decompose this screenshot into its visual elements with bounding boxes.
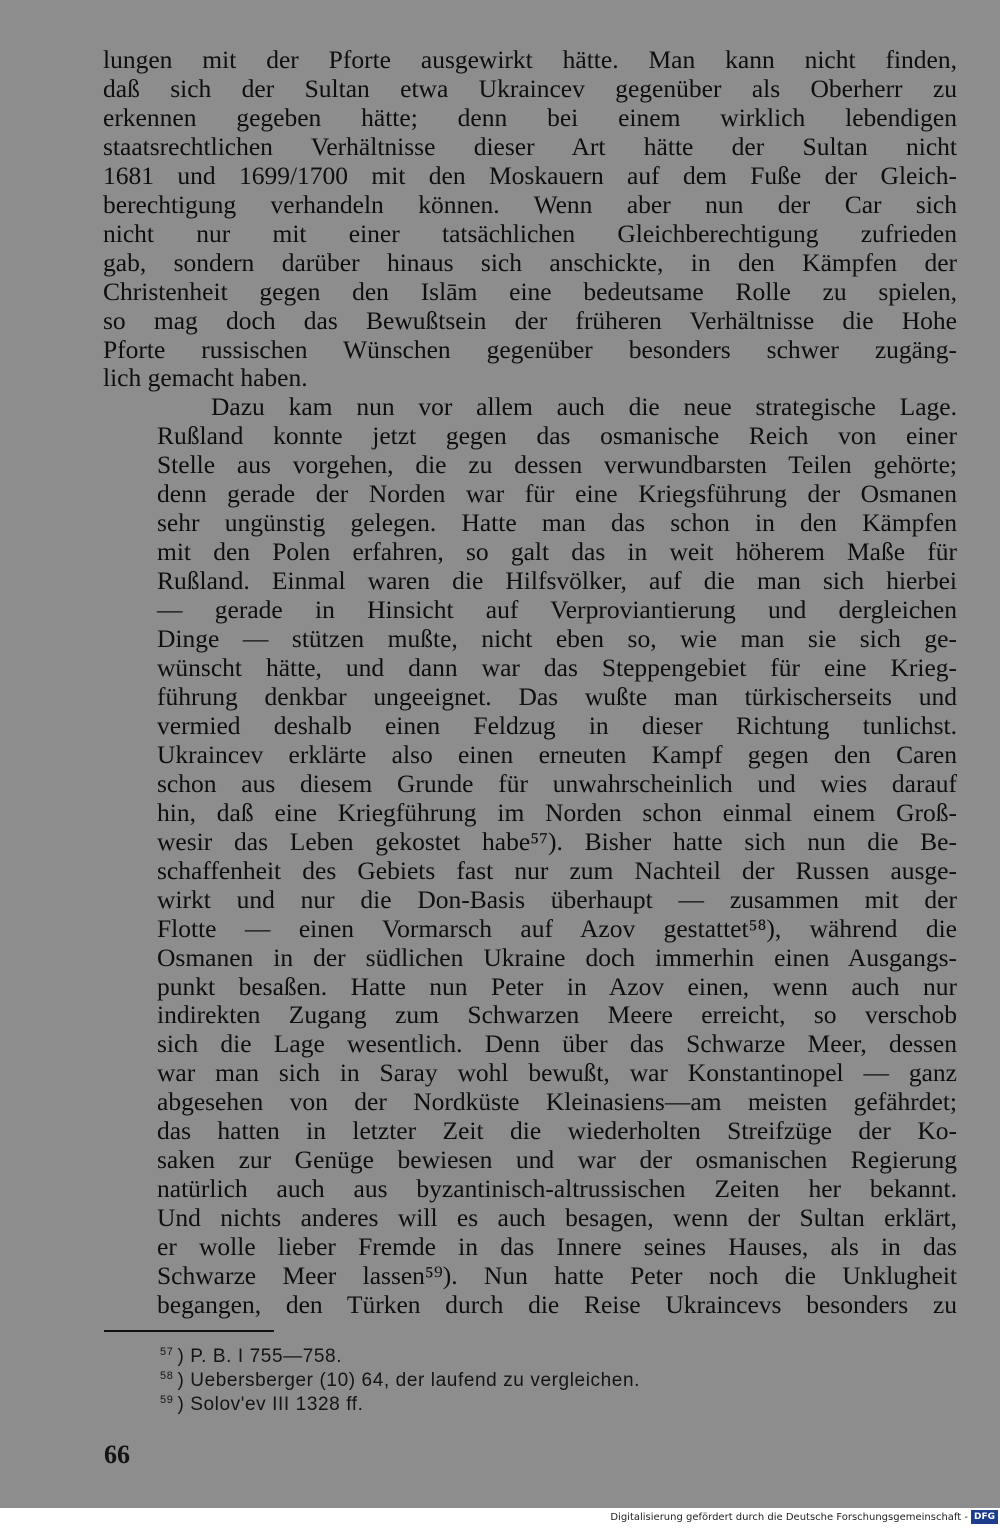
page-number: 66: [104, 1440, 130, 1469]
text-line: 1681 und 1699/1700 mit den Moskauern auf dem Fuße der Gleich-: [103, 160, 957, 190]
text-line: natürlich auch aus byzantinisch-altrussischen Zeiten her bekannt.: [157, 1174, 957, 1204]
text-line: Dazu kam nun vor allem auch die neue strategische Lage.: [211, 392, 957, 422]
text-line: Und nichts anderes will es auch besagen, wenn der Sultan erklärt,: [157, 1203, 957, 1233]
text-line: schaffenheit des Gebiets fast nur zum Nachteil der Russen ausge-: [157, 855, 957, 885]
text-line: sehr ungünstig gelegen. Hatte man das schon in den Kämpfen: [157, 508, 957, 538]
text-line: lungen mit der Pforte ausgewirkt hätte. Man kann nicht finden,: [103, 45, 957, 74]
text-line: wesir das Leben gekostet habe⁵⁷). Bisher hatte sich nun die Be-: [157, 826, 957, 856]
text-line: daß sich der Sultan etwa Ukraincev gegenüber als Oberherr zu: [103, 73, 957, 103]
text-line: vermied deshalb einen Feldzug in dieser Richtung tunlichst.: [157, 710, 957, 740]
text-line: — gerade in Hinsicht auf Verproviantierung und dergleichen: [157, 595, 957, 625]
text-line: gab, sondern darüber hinaus sich anschickte, in den Kämpfen der: [103, 247, 957, 277]
text-line: das hatten in letzter Zeit die wiederholten Streifzüge der Ko-: [157, 1116, 957, 1146]
footnote-text: ) P. B. I 755—758.: [177, 1346, 343, 1367]
footnote-58: [160, 1369, 880, 1393]
footnote-59: [160, 1393, 880, 1417]
text-line: Christenheit gegen den Islām eine bedeutsame Rolle zu spielen,: [103, 276, 957, 306]
text-line: Schwarze Meer lassen⁵⁹). Nun hatte Peter noch die Unklugheit: [157, 1261, 957, 1291]
text-line: punkt besaßen. Hatte nun Peter in Azov einen, wenn auch nur: [157, 971, 957, 1001]
text-line: staatsrechtlichen Verhältnisse dieser Art hätte der Sultan nicht: [103, 131, 957, 161]
dfg-logo-icon: DFG: [971, 1510, 998, 1524]
text-line: berechtigung verhandeln können. Wenn aber nun der Car sich: [103, 189, 957, 219]
text-line: Stelle aus vorgehen, die zu dessen verwundbarsten Teilen gehörte;: [157, 450, 957, 480]
text-line: nicht nur mit einer tatsächlichen Gleichberechtigung zufrieden: [103, 218, 957, 248]
text-line: denn gerade der Norden war für eine Kriegsführung der Osmanen: [157, 479, 957, 509]
text-line: Rußland konnte jetzt gegen das osmanische Reich von einer: [157, 421, 957, 451]
text-line: so mag doch das Bewußtsein der früheren Verhältnisse die Hohe: [103, 305, 957, 335]
footnote-mark: 59: [160, 1393, 174, 1406]
text-line: Rußland. Einmal waren die Hilfsvölker, auf die man sich hierbei: [157, 566, 957, 596]
digitization-credit: [610, 1510, 998, 1524]
text-line: Flotte — einen Vormarsch auf Azov gestattet⁵⁸), während die: [157, 913, 957, 943]
text-line: lich gemacht haben.: [103, 363, 308, 393]
text-line: begangen, den Türken durch die Reise Ukraincevs besonders zu: [157, 1289, 957, 1319]
text-line: wirkt und nur die Don-Basis überhaupt — zusammen mit der: [157, 884, 957, 914]
text-line: Pforte russischen Wünschen gegenüber besonders schwer zugäng-: [103, 334, 957, 364]
text-line: war man sich in Saray wohl bewußt, war Konstantinopel — ganz: [157, 1058, 957, 1088]
paragraph-1: [103, 46, 957, 393]
footnote-text: ) Uebersberger (10) 64, der laufend zu vergleichen.: [177, 1370, 640, 1391]
text-line: schon aus diesem Grunde für unwahrscheinlich und wies darauf: [157, 768, 957, 798]
text-line: Osmanen in der südlichen Ukraine doch immerhin einen Ausgangs-: [157, 942, 957, 972]
text-line: hin, daß eine Kriegführung im Norden schon einmal einem Groß-: [157, 797, 957, 827]
footnote-text: ) Solov'ev III 1328 ff.: [177, 1394, 364, 1415]
text-line: erkennen gegeben hätte; denn bei einem wirklich lebendigen: [103, 102, 957, 132]
footnote-mark: 58: [160, 1369, 174, 1382]
footnote-57: [160, 1345, 880, 1369]
text-line: mit den Polen erfahren, so galt das in weit höherem Maße für: [157, 537, 957, 567]
footnotes: [160, 1345, 880, 1417]
body-text: [103, 46, 957, 1320]
text-line: abgesehen von der Nordküste Kleinasiens—am meisten gefährdet;: [157, 1087, 957, 1117]
footnote-mark: 57: [160, 1345, 174, 1358]
paragraph-2: [103, 393, 957, 1320]
text-line: sich die Lage wesentlich. Denn über das Schwarze Meer, dessen: [157, 1029, 957, 1059]
credit-text: Digitalisierung gefördert durch die Deutsche Forschungsgemeinschaft -: [610, 1511, 968, 1523]
text-line: indirekten Zugang zum Schwarzen Meere erreicht, so verschob: [157, 1000, 957, 1030]
text-line: Dinge — stützen mußte, nicht eben so, wie man sie sich ge-: [157, 624, 957, 654]
text-line: Ukraincev erklärte also einen erneuten Kampf gegen den Caren: [157, 739, 957, 769]
text-line: führung denkbar ungeeignet. Das wußte man türkischerseits und: [157, 681, 957, 711]
footnote-separator: [104, 1330, 274, 1332]
text-line: wünscht hätte, und dann war das Steppengebiet für eine Krieg-: [157, 653, 957, 683]
text-line: saken zur Genüge bewiesen und war der osmanischen Regierung: [157, 1145, 957, 1175]
text-line: er wolle lieber Fremde in das Innere seines Hauses, als in das: [157, 1232, 957, 1262]
